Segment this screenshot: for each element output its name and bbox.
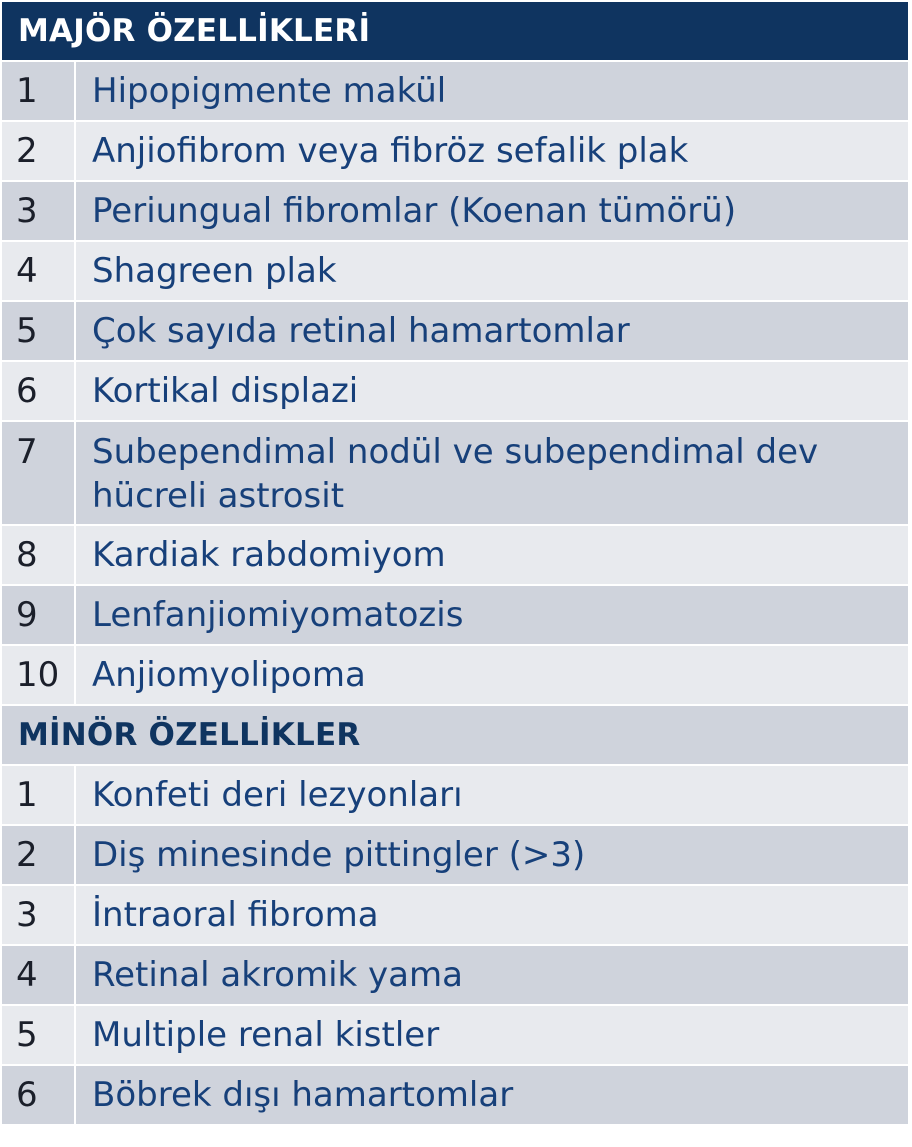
row-number: 4	[2, 946, 76, 1004]
row-number: 3	[2, 182, 76, 240]
row-number: 1	[2, 766, 76, 824]
row-label: Anjiomyolipoma	[92, 655, 366, 695]
table-row	[2, 122, 908, 182]
table-row	[2, 826, 908, 886]
row-label: Çok sayıda retinal hamartomlar	[92, 311, 630, 351]
major-features-header	[2, 2, 908, 62]
row-label: Böbrek dışı hamartomlar	[92, 1075, 514, 1115]
row-label: Diş minesinde pittingler (>3)	[92, 835, 586, 875]
table-row	[2, 1066, 908, 1126]
table-row	[2, 1006, 908, 1066]
row-label: Hipopigmente makül	[92, 71, 447, 111]
row-number: 9	[2, 586, 76, 644]
row-label: Periungual fibromlar (Koenan tümörü)	[92, 191, 737, 231]
criteria-table	[2, 2, 908, 1126]
table-row	[2, 586, 908, 646]
row-number: 2	[2, 122, 76, 180]
table-row	[2, 946, 908, 1006]
row-number: 6	[2, 362, 76, 420]
table-row	[2, 422, 908, 526]
row-label: Multiple renal kistler	[92, 1015, 440, 1055]
table-row	[2, 242, 908, 302]
table-row	[2, 526, 908, 586]
table-row	[2, 302, 908, 362]
minor-features-header	[2, 706, 908, 766]
row-number: 2	[2, 826, 76, 884]
row-label: Kortikal displazi	[92, 371, 359, 411]
row-label: Retinal akromik yama	[92, 955, 463, 995]
table-row	[2, 886, 908, 946]
row-label: Shagreen plak	[92, 251, 337, 291]
row-label: Konfeti deri lezyonları	[92, 775, 463, 815]
row-label: Kardiak rabdomiyom	[92, 535, 446, 575]
table-row	[2, 766, 908, 826]
row-label: Anjiofibrom veya fibröz sefalik plak	[92, 131, 689, 171]
table-row	[2, 646, 908, 706]
row-number: 10	[2, 646, 76, 704]
row-number: 5	[2, 1006, 76, 1064]
row-number: 8	[2, 526, 76, 584]
table-row	[2, 362, 908, 422]
row-number: 7	[2, 422, 76, 524]
row-label: Subependimal nodül ve subependimal dev hücreli astrosit	[92, 432, 819, 516]
row-number: 1	[2, 62, 76, 120]
minor-features-title: MİNÖR ÖZELLİKLER	[18, 717, 361, 753]
row-label: İntraoral fibroma	[92, 895, 379, 935]
row-number: 4	[2, 242, 76, 300]
row-number: 3	[2, 886, 76, 944]
row-number: 6	[2, 1066, 76, 1124]
table-row	[2, 62, 908, 122]
major-features-title: MAJÖR ÖZELLİKLERİ	[18, 13, 371, 49]
row-label: Lenfanjiomiyomatozis	[92, 595, 464, 635]
table-row	[2, 182, 908, 242]
row-number: 5	[2, 302, 76, 360]
